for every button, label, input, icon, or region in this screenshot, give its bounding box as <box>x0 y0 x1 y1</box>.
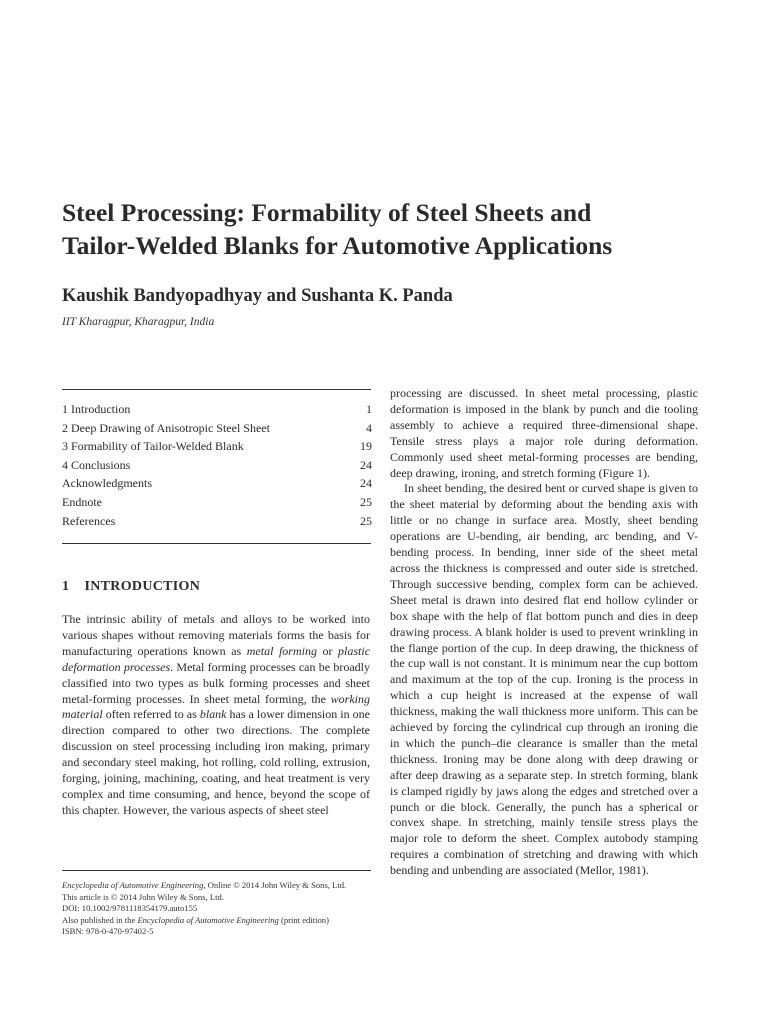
toc-entry[interactable] <box>62 419 372 438</box>
table-of-contents <box>62 400 372 530</box>
intro-paragraph <box>62 612 370 819</box>
footnote-line <box>62 915 372 927</box>
toc-entry-page: 1 <box>366 402 372 416</box>
toc-entry[interactable] <box>62 512 372 531</box>
toc-entry-page: 19 <box>360 439 372 454</box>
affiliation: IIT Kharagpur, Kharagpur, India <box>62 316 215 328</box>
emphasis-text: blank <box>199 707 227 722</box>
text-run: or <box>316 643 339 658</box>
footnote-line: This article is © 2014 John Wiley & Sons, Ltd. <box>62 891 224 902</box>
emphasis-text: plastic deformation processes <box>62 643 371 674</box>
toc-top-rule <box>62 389 371 390</box>
left-column <box>62 612 370 819</box>
authors: Kaushik Bandyopadhyay and Sushanta K. Panda <box>62 286 453 306</box>
text-run: . Metal forming processes can be broadly classified into two types as bulk forming processes and sheet metal-forming processes. In sheet metal forming, the <box>62 659 370 706</box>
toc-entry-page: 25 <box>360 513 372 528</box>
section-heading <box>62 579 200 595</box>
body-paragraph: processing are discussed. In sheet metal processing, plastic deformation is imposed in the blank by punch and die tooling assembly to achieve a required three-dimensional shape. Tensile stress plays a major role during deformation. Commonly used sheet metal-forming processes are bending, deep drawing, ironing, and stretch forming (Figure 1). <box>390 386 698 480</box>
toc-entry-label: 4 Conclusions <box>62 457 131 472</box>
footnote-line <box>62 880 372 892</box>
text-run: The intrinsic ability of metals and alloys to be worked into various shapes without removing materials forms the basis for manufacturing operations known as <box>62 612 370 658</box>
emphasis-text: Encyclopedia of Automotive Engineering <box>62 880 204 890</box>
body-paragraph: In sheet bending, the desired bent or curved shape is given to the sheet material by deforming about the bending axis with little or no change in surface area. Mostly, sheet bending operations are U-bending, air bending, arc bending, and V-bending process. In bending, inner side of the sheet metal across the thickness is compressed and outer side is stretched. Through successive bending, complex form can be achieved. Sheet metal is drawn into desired flat end hollow cylinder or box shape with the help of flat bottom punch and dies in deep drawing process. A blank holder is used to prevent wrinkling in the flange portion of the cup. In deep drawing, the thickness of the cup wall is not constant. It is minimum near the cup bottom and maximum at the top of the cup. Ironing is the process in which a cup height is increased at the expense of wall thickness, making the wall thickness more uniform. This can be achieved by forcing the cylindrical cup through an ironing die in which the punch–die clearance is smaller than the metal thickness. Ironing may be done along with deep drawing or after deep drawing as a separate step. In stretch forming, blank is clamped rigidly by jaws along the edges and stretched over a punch or die block. Generally, the punch has a spherical or convex shape. In stretching, mainly tensile stress plays the major role to deform the sheet. Complex autobody stamping requires a combination of stretching and drawing with which bending and unbending are associated (Mellor, 1981). <box>390 481 698 878</box>
text-run: (print edition) <box>278 914 329 925</box>
toc-entry-label: Acknowledgments <box>62 476 152 491</box>
toc-entry-label: Endnote <box>62 494 102 509</box>
copyright-footnote <box>62 880 372 938</box>
toc-entry-page: 4 <box>366 420 372 435</box>
section-title: INTRODUCTION <box>84 579 201 594</box>
toc-entry-page: 24 <box>360 457 372 472</box>
toc-entry-label: References <box>62 513 116 528</box>
toc-entry-page: 25 <box>360 494 372 509</box>
title-line-2: Tailor-Welded Blanks for Automotive Applications <box>62 231 613 260</box>
article-title <box>62 196 722 262</box>
title-line-1: Steel Processing: Formability of Steel Sheets and <box>62 198 592 227</box>
toc-entry[interactable] <box>62 474 372 493</box>
emphasis-text: metal forming <box>246 643 317 658</box>
right-column <box>390 386 698 879</box>
emphasis-text: Encyclopedia of Automotive Engineering <box>137 914 279 925</box>
toc-entry[interactable] <box>62 456 372 475</box>
toc-entry[interactable] <box>62 437 372 456</box>
isbn-line: ISBN: 978-0-470-97402-5 <box>62 926 154 937</box>
footnote-rule <box>62 870 371 871</box>
text-run: Also published in the <box>62 914 138 925</box>
toc-entry[interactable] <box>62 400 372 419</box>
toc-entry-label: 1 Introduction <box>62 402 131 416</box>
text-run: , Online © 2014 John Wiley & Sons, Ltd. <box>203 880 347 890</box>
doi-line[interactable]: DOI: 10.1002/9781118354179.auto155 <box>62 903 198 914</box>
section-number: 1 <box>62 579 70 594</box>
toc-bottom-rule <box>62 543 371 544</box>
toc-entry-label: 3 Formability of Tailor-Welded Blank <box>62 439 244 454</box>
toc-entry-label: 2 Deep Drawing of Anisotropic Steel Sheet <box>62 420 270 435</box>
toc-entry[interactable] <box>62 493 372 512</box>
toc-entry-page: 24 <box>360 476 372 491</box>
text-run: has a lower dimension in one direction compared to other two directions. The complete discussion on steel processing including iron making, primary and secondary steel making, hot rolling, cold rolling, extrusion, forging, joining, machining, coating, and heat treatment is very complex and time consuming, and hence, beyond the scope of this chapter. However, the various aspects of sheet steel <box>62 707 371 817</box>
text-run: often referred to as <box>102 707 200 722</box>
emphasis-text: working material <box>62 691 370 722</box>
